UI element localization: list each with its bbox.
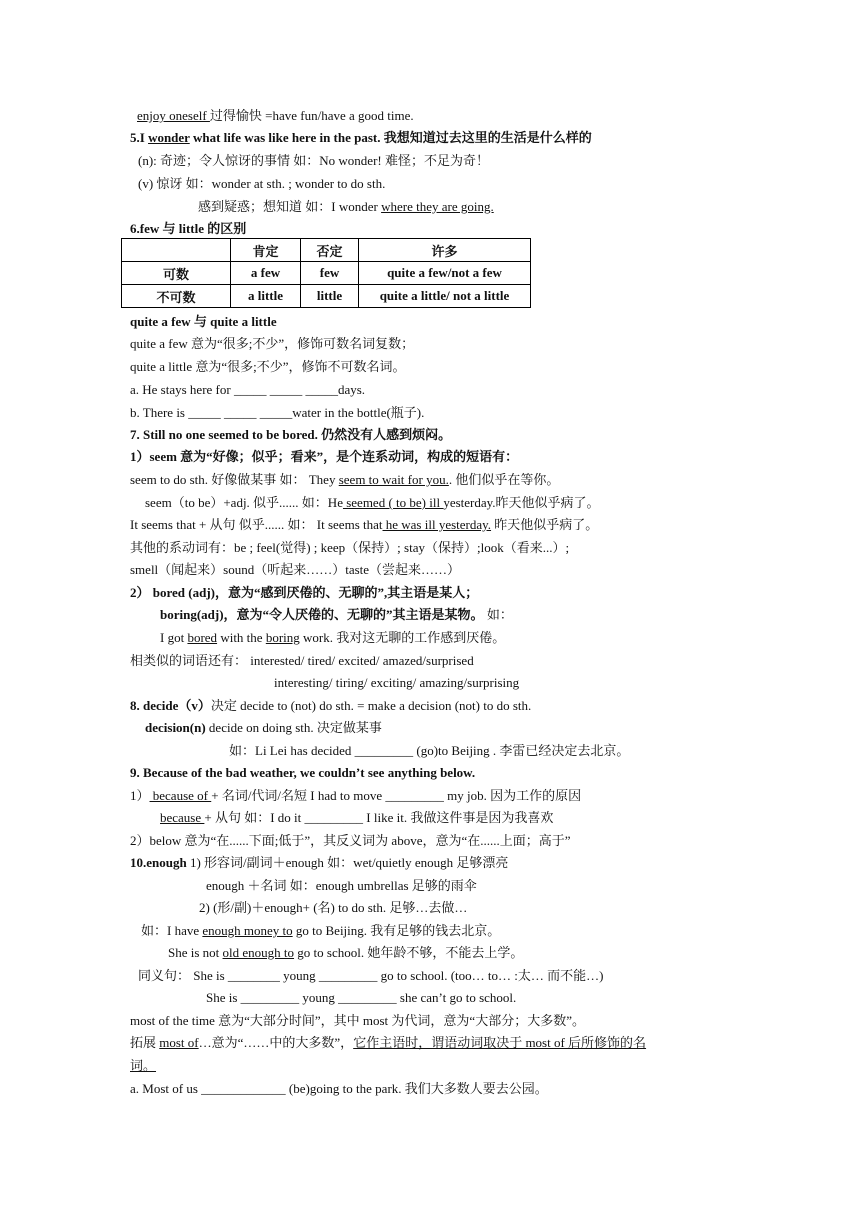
table-cell: little: [301, 285, 359, 308]
text-line: 拓展 most of…意为“……中的大多数”，它作主语时，谓语动词取决于 most of 后所修饰的名: [130, 1035, 647, 1050]
text-line: I got bored with the boring work. 我对这无聊的工作感到厌倦。: [160, 630, 506, 645]
text-line: She is not old enough to go to school. 她年龄不够，不能去上学。: [168, 945, 524, 960]
section-heading-6: 6.few 与 little 的区别: [130, 221, 247, 236]
subheading: quite a few 与 quite a little: [130, 314, 277, 329]
text-line: seem to do sth. 好像做某事 如： They seem to wait for you.. 他们似乎在等你。: [130, 472, 560, 487]
section-heading-7: 7. Still no one seemed to be bored. 仍然没有人感到烦闷。: [130, 427, 452, 442]
exercise-line: 如：Li Lei has decided _________ (go)to Beijing . 李雷已经决定去北京。: [229, 743, 630, 758]
table-cell: [122, 239, 231, 262]
text-line: 2) (形/副)＋enough+ (名) to do sth. 足够…去做…: [199, 900, 468, 915]
text-line: 词。: [130, 1058, 157, 1073]
text-line: 感到疑惑；想知道 如：I wonder where they are going.: [198, 199, 494, 214]
table-cell: 不可数: [122, 285, 231, 308]
text-line: smell（闻起来）sound（听起来……）taste（尝起来……）: [130, 562, 461, 577]
table-cell: quite a few/not a few: [359, 262, 531, 285]
table-cell: a little: [231, 285, 301, 308]
table-cell: 许多: [359, 239, 531, 262]
table-cell: few: [301, 262, 359, 285]
table-header-row: [122, 239, 531, 262]
section-heading-8: 8. decide（v）决定 decide to (not) do sth. = make a decision (not) to do sth.: [130, 698, 532, 713]
text-line: 相类似的词语还有： interested/ tired/ excited/ amazed/surprised: [130, 653, 474, 668]
subheading: 1）seem 意为“好像；似乎；看来”，是个连系动词，构成的短语有：: [130, 449, 519, 464]
table-cell: 肯定: [231, 239, 301, 262]
text-line: (n): 奇迹；令人惊讶的事情 如：No wonder! 难怪；不足为奇！: [138, 153, 489, 168]
section-heading-9: 9. Because of the bad weather, we couldn’t see anything below.: [130, 765, 476, 780]
text-line: 其他的系动词有：be ; feel(觉得) ; keep（保持）; stay（保持）;look（看来...）;: [130, 540, 570, 555]
text-line: 如：I have enough money to go to Beijing. 我有足够的钱去北京。: [141, 923, 501, 938]
table-cell: quite a little/ not a little: [359, 285, 531, 308]
text-line: most of the time 意为“大部分时间”，其中 most 为代词，意为“大部分；大多数”。: [130, 1013, 585, 1028]
text-line: quite a little 意为“很多;不少”，修饰不可数名词。: [130, 359, 406, 374]
table-cell: 否定: [301, 239, 359, 262]
table-row: [122, 262, 531, 285]
text-line: decision(n) decide on doing sth. 决定做某事: [145, 720, 382, 735]
text-line: interesting/ tiring/ exciting/ amazing/surprising: [274, 675, 520, 690]
exercise-line: She is _________ young _________ she can’t go to school.: [206, 990, 517, 1005]
section-heading-10: 10.enough 1) 形容词/副词＋enough 如：wet/quietly enough 足够漂亮: [130, 855, 509, 870]
exercise-line: a. Most of us _____________ (be)going to the park. 我们大多数人要去公园。: [130, 1081, 548, 1096]
table-row: [122, 285, 531, 308]
text-line: enjoy oneself 过得愉快 =have fun/have a good time.: [137, 108, 414, 123]
table-cell: a few: [231, 262, 301, 285]
exercise-line: b. There is _____ _____ _____water in the bottle(瓶子).: [130, 405, 425, 420]
few-little-table: [121, 238, 531, 308]
exercise-line: a. He stays here for _____ _____ _____days.: [130, 382, 366, 397]
subheading: 2） bored (adj)，意为“感到厌倦的、无聊的”,其主语是某人；: [130, 585, 479, 600]
text-line: seem（to be）+adj. 似乎...... 如：He seemed ( to be) ill yesterday.昨天他似乎病了。: [145, 495, 600, 510]
section-heading-5: 5.I wonder what life was like here in the past. 我想知道过去这里的生活是什么样的: [130, 130, 592, 145]
exercise-line: 同义句： She is ________ young _________ go to school. (too… to… :太… 而不能…): [138, 968, 604, 983]
text-line: (v) 惊讶 如：wonder at sth. ; wonder to do sth.: [138, 176, 386, 191]
text-line: boring(adj)，意为“令人厌倦的、无聊的”其主语是某物。 如：: [160, 607, 513, 622]
table-cell: 可数: [122, 262, 231, 285]
text-line: quite a few 意为“很多;不少”，修饰可数名词复数；: [130, 336, 415, 351]
text-line: 2）below 意为“在......下面;低于”，其反义词为 above，意为“在......上面；高于”: [130, 833, 571, 848]
text-line: enough ＋名词 如：enough umbrellas 足够的雨伞: [206, 878, 477, 893]
text-line: It seems that + 从句 似乎...... 如： It seems that he was ill yesterday. 昨天他似乎病了。: [130, 517, 599, 532]
text-line: 1） because of + 名词/代词/名短 I had to move _________ my job. 因为工作的原因: [130, 788, 582, 803]
text-line: because + 从句 如：I do it _________ I like it. 我做这件事是因为我喜欢: [160, 810, 554, 825]
